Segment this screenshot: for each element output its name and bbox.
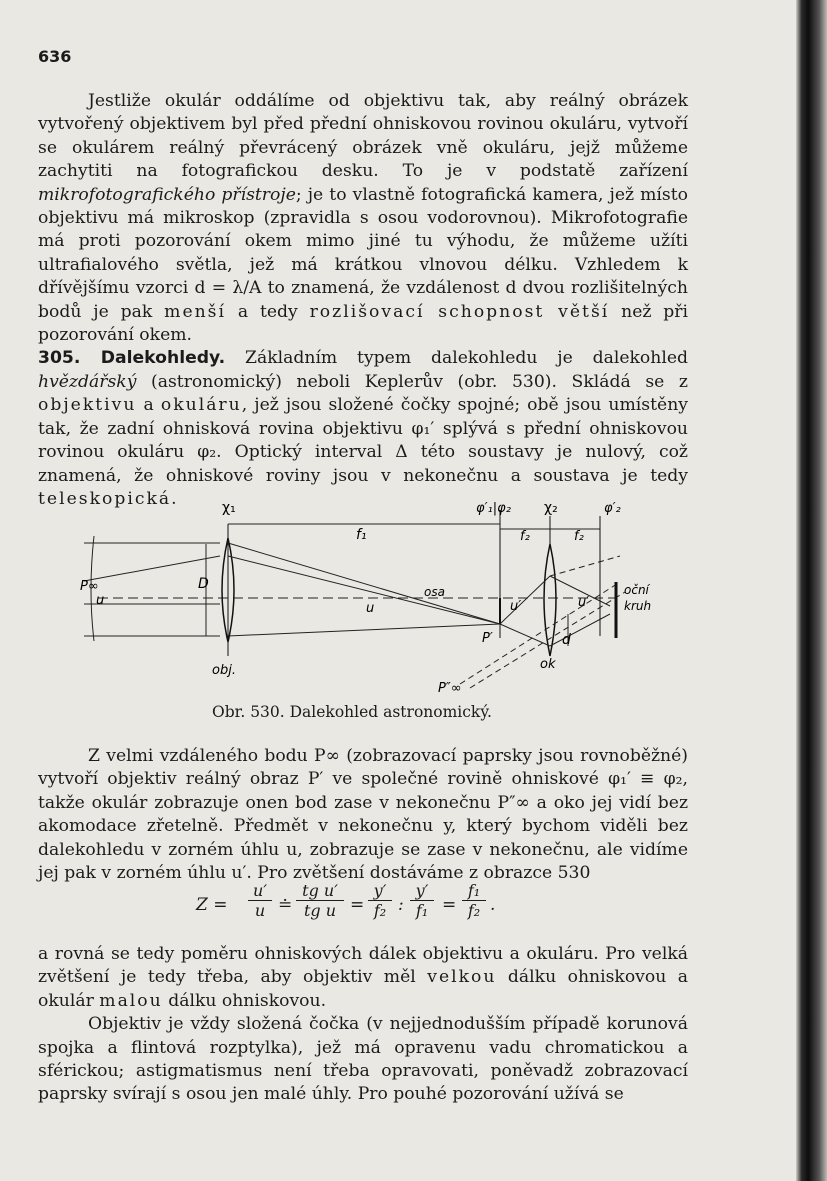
- label-u-mid: u: [366, 601, 375, 616]
- label-kruh: kruh: [624, 599, 652, 613]
- text-block-bottom: [38, 943, 688, 1107]
- page-number: 636: [38, 47, 72, 66]
- fraction-f1-f2: $\frac{\text{f₁}}{\text{f₂}}$: [462, 881, 486, 920]
- label-obj: obj.: [212, 663, 236, 678]
- label-f1: f₁: [356, 527, 367, 543]
- fraction-y-f2: $\frac{y'}{\text{f₂}}$: [368, 881, 392, 920]
- ray-eye-1: [500, 576, 550, 624]
- text-block-top: [38, 90, 688, 511]
- label-u-prime: u′: [510, 599, 522, 614]
- paragraph-objective-lens: Objektiv je vždy složená čočka (v nejjednodušším případě korunová spojka a flintová rozptylka), jež má opravenu vadu chromatickou a sférickou; astigmatismus není třeba opravovati, poněvadž zobrazovací paprsky svírají s osou jen malé úhly. Pro pouhé pozorování užívá se: [38, 1014, 688, 1105]
- figure-astronomical-telescope: [80, 496, 700, 696]
- label-f2-a: f₂: [520, 529, 530, 544]
- label-ok: ok: [540, 657, 556, 672]
- formula-op-eq-1: =: [350, 895, 365, 915]
- label-ocni: oční: [624, 583, 649, 597]
- paragraph-focal-ratio: a rovná se tedy poměru ohniskových dálek objektivu a okuláru. Pro velká zvětšení je tedy třeba, aby objektiv měl velkou dálku ohniskovou a okulár malou dálku ohniskovou.: [38, 944, 689, 1011]
- ray-dashed-1: [550, 556, 620, 576]
- magnification-formula: [196, 877, 536, 937]
- label-chi1: χ₁: [222, 500, 236, 516]
- label-f2-b: f₂: [574, 529, 584, 544]
- formula-end: .: [490, 895, 496, 915]
- formula-op-approx: ≐: [278, 895, 293, 915]
- ray-obj-chief: [228, 556, 500, 624]
- label-d: d: [562, 632, 571, 648]
- label-p-infinity: P∞: [80, 579, 99, 594]
- ray-obj-top: [228, 543, 500, 624]
- telescope-diagram: [80, 496, 700, 696]
- label-osa: osa: [424, 585, 445, 599]
- formula-lhs: Z =: [196, 895, 228, 915]
- section-heading: 305. Dalekohledy.: [38, 348, 226, 369]
- fraction-tangents: $\frac{\text{tg u′}}{\text{tg u}}$: [296, 881, 344, 920]
- label-p-prime: P′: [482, 631, 493, 646]
- figure-caption: Obr. 530. Dalekohled astronomický.: [212, 703, 492, 721]
- section-305-telescopes: 305. Dalekohledy. Základním typem dalekohledu je dalekohled hvězdářský (astronomický) neboli Keplerův (obr. 530). Skládá se z objektivu a okuláru, jež jsou složené čočky spojné; obě jsou umístěny tak, že zadní ohnisková rovina objektivu φ₁′ splývá s přední ohniskovou rovinou okuláru φ₂. Optický interval Δ této soustavy je nulový, což znamená, že ohniskové roviny jsou v nekonečnu a soustava je tedy teleskopická.: [38, 348, 688, 509]
- paragraph-microphotography: Jestliže okulár oddálíme od objektivu tak, aby reálný obrázek vytvořený objektivem byl před přední ohniskovou rovinou okuláru, vytvoří se okulárem reálný převrácený obrázek vně okuláru, jejž můžeme zachytiti na fotografickou desku. To je v podstatě zařízení mikrofotografického přístroje; je to vlastně fotografická kamera, jež místo objektivu má mikroskop (zpravidla s osou vodorovnou). Mikrofotografie má proti pozorování okem mimo jiné tu výhodu, že můžeme užíti ultrafialového světla, jež má krátkou vlnovou délku. Vzhledem k dřívějšímu vzorci d = λ/A to znamená, že vzdálenost d dvou rozlišitelných bodů je pak menší a tedy rozlišovací schopnost větší než při pozorování okem.: [38, 91, 688, 346]
- label-p-double-infinity: P″∞: [438, 681, 462, 696]
- text-block-middle: [38, 745, 688, 885]
- fraction-angles: $\frac{u'}{u}$: [248, 881, 272, 920]
- eyepiece-lens: [544, 544, 556, 656]
- book-spine-shadow: [796, 0, 827, 1181]
- ray-obj-bottom: [228, 624, 500, 636]
- label-u-left: u: [96, 593, 105, 608]
- ray-eye-4: [550, 614, 610, 646]
- formula-op-eq-2: =: [442, 895, 457, 915]
- fraction-y-f1: $\frac{y'}{\text{f₁}}$: [410, 881, 434, 920]
- ray-dashed-3: [470, 592, 625, 688]
- label-phi2p: φ′₂: [604, 501, 621, 516]
- label-D: D: [198, 576, 209, 592]
- label-chi2: χ₂: [544, 500, 558, 516]
- label-phi1p-phi2: φ′₁|φ₂: [476, 501, 511, 516]
- paragraph-image-formation: Z velmi vzdáleného bodu P∞ (zobrazovací paprsky jsou rovnoběžné) vytvoří objektiv reálný obraz P′ ve společné rovině ohniskové φ₁′ ≡ φ₂, takže okulár zobrazuje onen bod zase v nekonečnu P″∞ a oko jej vidí bez akomodace zřetelně. Předmět v nekonečnu y, který bychom viděli bez dalekohledu v zorném úhlu u, zobrazuje se zase v nekonečnu, ale vidíme jej pak v zorném úhlu u′. Pro zvětšení dostáváme z obrazce 530: [38, 746, 688, 884]
- formula-op-div: :: [398, 895, 404, 915]
- label-u-prime-2: u′: [578, 595, 590, 610]
